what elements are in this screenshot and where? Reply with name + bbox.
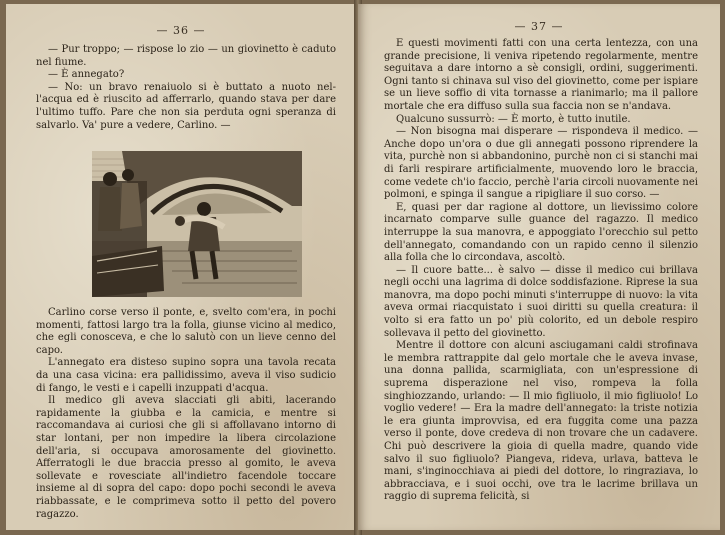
paragraph: Qualcuno sussurrò: — È morto, è tutto inutile. bbox=[396, 113, 631, 125]
left-text-bottom bbox=[36, 307, 336, 521]
page-number-right: — 37 — bbox=[514, 20, 564, 33]
paragraph: — Non bisogna mai disperare — rispondeva il medico. — Anche dopo un'ora o due gli annegati possono riprendere la vita, purchè non si abbandonino, purchè non ci si stanchi mai di farli respirare artificialmente, muovendo loro le braccia, come vedete ch'io faccio, perchè l'aria circoli nuovamente nei polmoni, e spinga il sangue a ripigliare il suo corso. — bbox=[384, 126, 698, 201]
paragraph: Il medico gli aveva slacciati gli abiti, lacerando rapidamente la giubba e la camicia, e mentre si raccomandava ai curiosi che gli si affollavano intorno di star lontani, per non impedire la libera circolazione dell'aria, si occupava amorosamente del giovinetto. Afferratogli le due braccia presso al gomito, le aveva sollevate e rovesciate all'indietro facendole toccare insieme al di sopra del capo: dopo pochi secondi le aveva riabbassate, e le comprimeva sotto il petto del povero ragazzo. bbox=[36, 395, 336, 520]
engraving-rescue-under-bridge-icon bbox=[92, 151, 302, 297]
paragraph: — No: un bravo renaiuolo si è buttato a nuoto nel- l'acqua ed è riuscito ad afferrarlo, quando stava per dare l'ultimo tuffo. Pare che non sia perduta ogni speranza di salvarlo. Va' pure a vedere, Carlino. — bbox=[36, 81, 336, 131]
paragraph: E, quasi per dar ragione al dottore, un lievissimo colore incarnato comparve sulle guance del ragazzo. Il medico interruppe la sua manovra, e appoggiato l'orecchio sul petto dell'annegato, comandando con un rapido cenno il silenzio alla folla che lo circondava, ascoltò. bbox=[384, 201, 698, 264]
paragraph: L'annegato era disteso supino sopra una tavola recata da una casa vicina: era pallidissimo, aveva il viso sudicio di fango, le vesti e i capelli inzuppati d'acqua. bbox=[36, 357, 336, 394]
right-text bbox=[384, 38, 698, 504]
paragraph: E questi movimenti fatti con una certa lentezza, con una grande precisione, li veniva ripetendo regolarmente, mentre seguitava a dare intorno a sè consigli, ordini, suggerimenti. Ogni tanto si chinava sul viso del giovinetto, come per ispiare se un lieve soffio di vita tornasse a rianimarlo; ma il pallore mortale che era diffuso sulla sua faccia non se n'andava. bbox=[384, 38, 698, 112]
page-number-left: — 36 — bbox=[156, 24, 206, 37]
left-text-top bbox=[36, 44, 336, 132]
paragraph: — Pur troppo; — rispose lo zio — un giovinetto è caduto nel fiume. bbox=[36, 44, 336, 68]
paragraph: — È annegato? bbox=[48, 69, 125, 81]
paragraph: Carlino corse verso il ponte, e, svelto com'era, in pochi momenti, fattosi largo tra la folla, giunse vicino al medico, che egli conosceva, e che lo salutò con un lieve cenno del capo. bbox=[36, 307, 336, 356]
left-page bbox=[6, 4, 357, 530]
right-page bbox=[358, 4, 720, 530]
paragraph: Mentre il dottore con alcuni asciugamani caldi strofinava le membra rattrappite dal gelo mortale che le aveva invase, una donna pallida, scarmigliata, con un'espressione di suprema disperazione nel viso, rompeva la folla singhiozzando, urlando: — Il mio figliuolo, il mio figliuolo! Lo voglio vedere! — Era la madre dell'annegato: la triste notizia le era giunta improvvisa, ed era fuggita come una pazza verso il ponte, dove credeva di non trovare che un cadavere. Chi può descrivere la gioia di quella madre, quando vide salvo il suo figliuolo? Piangeva, rideva, urlava, batteva le mani, s'inginocchiava ai piedi del dottore, lo ringraziava, lo abbracciava, e i suoi occhi, ove tra le lacrime brillava un raggio di suprema felicità, si bbox=[384, 340, 698, 503]
rescue-illustration bbox=[92, 151, 302, 297]
paragraph: — Il cuore batte... è salvo — disse il medico cui brillava negli occhi una lagrima di dolce soddisfazione. Riprese la sua manovra, ma dopo pochi minuti s'interruppe di nuovo: la vita aveva ormai riacquistato i suoi diritti su quella creatura: il volto si era fatto un po' più colorito, ed un debole respiro sollevava il petto del giovinetto. bbox=[384, 264, 698, 339]
